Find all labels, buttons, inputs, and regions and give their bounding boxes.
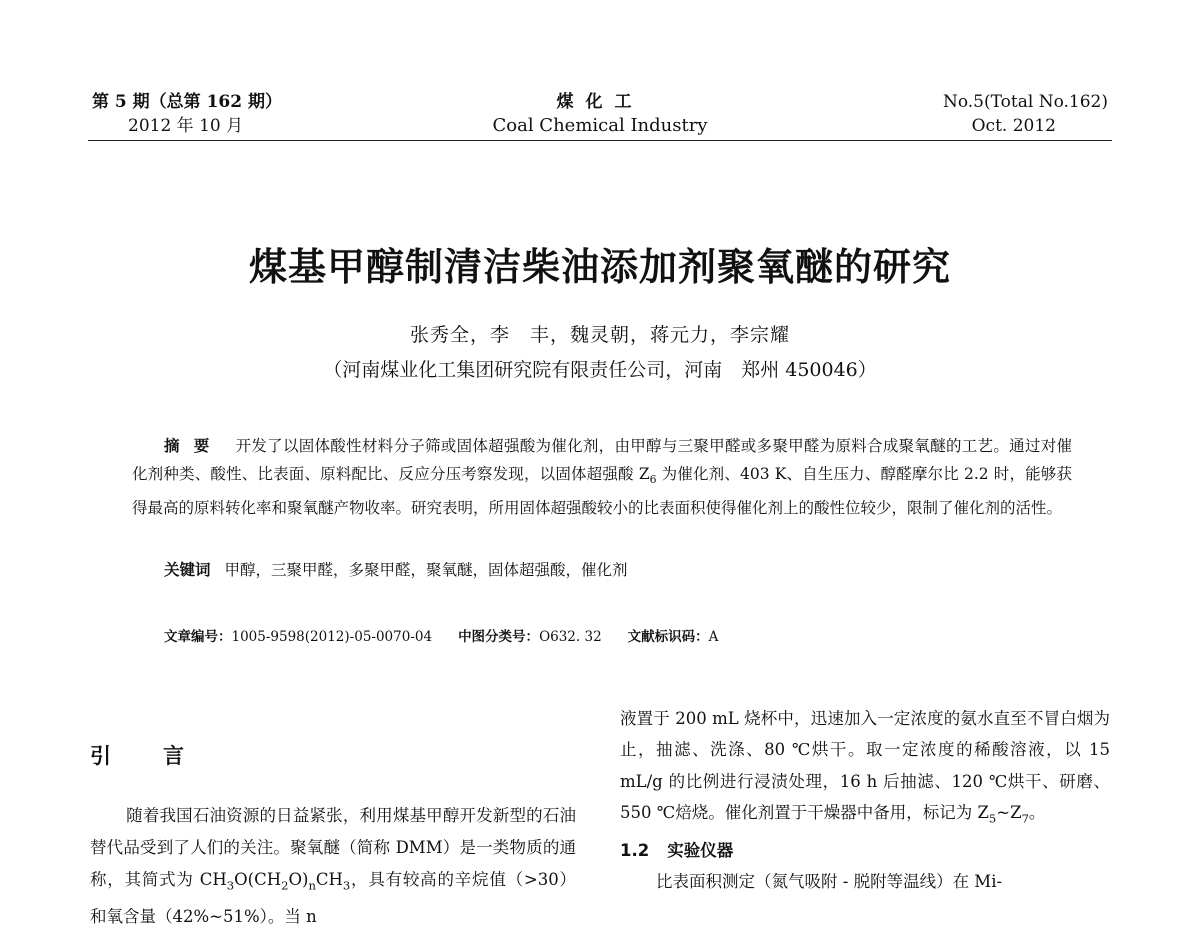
doc-code-label: 文献标识码： (627, 629, 709, 645)
intro-paragraph (90, 800, 576, 933)
journal-name-en: Coal Chemical Industry (492, 115, 708, 136)
abstract-text-2: 为催化剂、403 K、自生压力、醇醛摩尔比 2.2 时，能够获得最高的原料转化率和聚氧醚产物收率。研究表明，所用固体超强酸较小的比表面积使得催化剂上的酸性位较少，限制了催化剂的活性。 (132, 465, 1072, 518)
section-number: 1.2 (620, 840, 650, 860)
right-p2-text: 比表面积测定（氮气吸附 - 脱附等温线）在 Mi- (656, 872, 1003, 892)
intro-text-c: O) (288, 870, 309, 889)
issue-number-en: No.5(Total No.162) (942, 92, 1108, 112)
right-p1-end: 。 (1028, 803, 1046, 823)
issue-number: 第 5 期（总第 162 期） (92, 92, 282, 112)
right-column (620, 703, 1110, 898)
journal-name-cn: 煤化工 (556, 92, 644, 112)
intro-heading-char-1: 引 (90, 744, 111, 768)
doc-code: A (708, 629, 719, 645)
clc-number: O632. 32 (539, 629, 602, 645)
section-title: 实验仪器 (667, 840, 734, 860)
keywords-text: 甲醇，三聚甲醛，多聚甲醛，聚氧醚，固体超强酸，催化剂 (224, 561, 628, 579)
header-rule (88, 140, 1112, 141)
abstract-text-1: 开发了以固体酸性材料分子筛或固体超强酸为催化剂，由甲醇与三聚甲醛或多聚甲醛为原料合成聚氧醚的工艺。通过对催化剂种类、酸性、比表面、原料配比、反应分压考察发现，以固体超强酸 Z (132, 437, 1072, 483)
intro-sub-4: 3 (342, 878, 351, 893)
abstract (132, 432, 1072, 522)
section-heading-intro (90, 740, 184, 770)
right-p1-mid: ~Z (996, 803, 1022, 823)
right-paragraph-2 (620, 866, 1110, 897)
intro-text-a: 随着我国石油资源的日益紧张，利用煤基甲醇开发新型的石油替代品受到了人们的关注。聚氧醚（简称 DMM）是一类物质的通称，其简式为 CH (90, 806, 576, 889)
article-no: 1005-9598(2012)-05-0070-04 (231, 629, 433, 645)
article-identifiers (164, 626, 1064, 648)
issue-date-cn: 2012 年 10 月 (128, 116, 244, 136)
article-affiliation: （河南煤业化工集团研究院有限责任公司，河南 郑州 450046） (323, 359, 877, 381)
right-p1-sub-1: 5 (988, 811, 997, 826)
section-heading-1-2 (620, 835, 1110, 866)
right-p1-text: 液置于 200 mL 烧杯中，迅速加入一定浓度的氨水直至不冒白烟为止，抽滤、洗涤、80 ℃烘干。取一定浓度的稀酸溶液，以 15 mL/g 的比例进行浸渍处理，16 h 后抽滤、120 ℃烘干、研磨、550 ℃焙烧。催化剂置于干燥器中备用，标记为 Z (620, 709, 1110, 823)
intro-heading-char-2: 言 (163, 744, 184, 768)
abstract-label: 摘要 (164, 436, 224, 455)
right-p1-sub-2: 7 (1021, 811, 1029, 826)
article-no-label: 文章编号： (164, 629, 232, 645)
issue-date-en: Oct. 2012 (971, 116, 1056, 136)
header-issue-en-block (943, 90, 1108, 138)
right-paragraph-1 (620, 703, 1110, 835)
intro-text-b: O(CH (234, 870, 282, 889)
intro-text-e: ，具有较高的辛烷值（>30）和氧含量（42%~51%）。当 n (90, 870, 576, 927)
intro-sub-1: 3 (226, 878, 235, 893)
clc-label: 中图分类号： (458, 629, 540, 645)
keywords (164, 556, 1064, 584)
article-authors: 张秀全，李 丰，魏灵朝，蒋元力，李宗耀 (409, 324, 790, 346)
intro-sub-2: 2 (281, 878, 289, 893)
intro-sub-3: n (308, 878, 316, 893)
keywords-label: 关键词 (164, 560, 211, 579)
intro-text-d: CH (315, 870, 343, 889)
article-title: 煤基甲醇制清洁柴油添加剂聚氧醚的研究 (248, 245, 951, 289)
abstract-sub: 6 (649, 473, 657, 487)
